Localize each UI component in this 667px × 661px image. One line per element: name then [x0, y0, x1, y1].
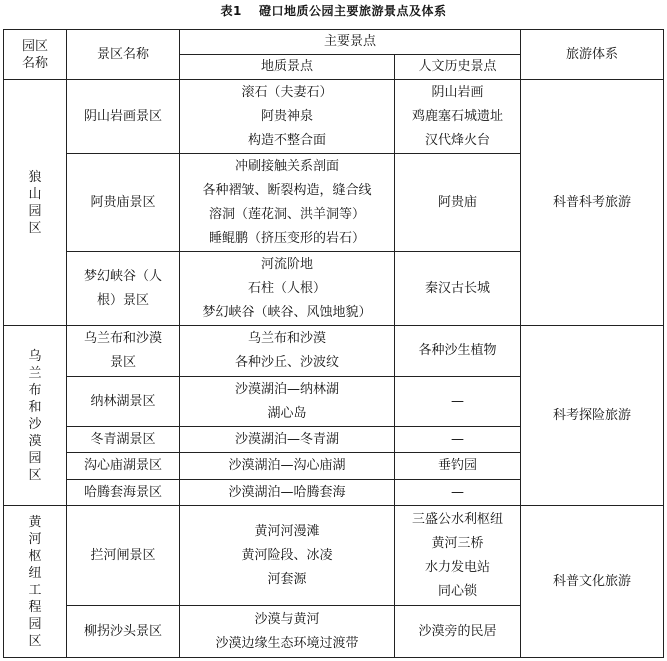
header-geo-spots: 地质景点 [180, 55, 395, 80]
cell-line: 同心锁 [438, 583, 478, 599]
header-tourism-system: 旅游体系 [521, 30, 664, 80]
park-name-char: 漠 [28, 433, 42, 449]
scenic-name [67, 506, 180, 606]
geo-spots [180, 506, 395, 606]
park-name-char: 区 [28, 467, 42, 483]
culture-spots [395, 326, 521, 377]
cell-line: 各种褶皱、断裂构造，缝合线 [202, 182, 372, 198]
cell-line: 乌兰布和沙漠 [247, 331, 326, 346]
cell-line: 鸡鹿塞石城遗址 [412, 108, 504, 124]
culture-spots [395, 80, 521, 154]
culture-spots [395, 480, 521, 506]
park-name-char: 兰 [28, 365, 42, 381]
park-name-char: 区 [28, 220, 42, 236]
cell-line: 梦幻峡谷（人 [83, 268, 162, 284]
geo-spots [180, 453, 395, 480]
tourism-system: 科普文化旅游 [521, 506, 664, 658]
park-name-char: 区 [28, 633, 42, 649]
park-name-char: 乌 [28, 348, 42, 364]
cell-line: 沙漠旁的民居 [418, 623, 497, 639]
header-scenic-name: 景区名称 [67, 30, 180, 80]
cell-line: 阿贵神泉 [260, 108, 313, 124]
park-name-char: 工 [28, 582, 42, 598]
cell-line: 黄河险段、冰凌 [241, 547, 333, 563]
scenic-name [67, 326, 180, 377]
cell-line: — [451, 484, 464, 500]
scenic-spots-table [3, 29, 664, 658]
cell-line: 各种沙丘、沙波纹 [234, 355, 339, 370]
cell-line: 沙漠与黄河 [254, 611, 320, 627]
geo-spots [180, 80, 395, 154]
park-name-char: 黄 [28, 514, 42, 530]
park-name-char: 山 [28, 186, 42, 202]
cell-line: — [451, 431, 464, 447]
geo-spots [180, 606, 395, 658]
cell-line: 冲刷接触关系剖面 [234, 158, 339, 174]
park-name-char: 程 [28, 599, 42, 615]
cell-line: 沙漠湖泊—沟心庙湖 [228, 458, 346, 473]
table-title: 表1 磴口地质公园主要旅游景点及体系 [220, 4, 447, 18]
geo-spots [180, 480, 395, 506]
cell-line: 汉代烽火台 [425, 132, 491, 148]
cell-line: 乌兰布和沙漠 [83, 331, 162, 346]
park-name-char: 园 [28, 203, 42, 219]
cell-line: 湖心岛 [267, 405, 307, 421]
cell-line: 哈腾套海景区 [83, 484, 162, 500]
cell-line: 梦幻峡谷（峡谷、风蚀地貌） [202, 304, 372, 320]
cell-line: 各种沙生植物 [418, 343, 497, 358]
culture-spots [395, 453, 521, 480]
cell-line: 河套源 [267, 571, 307, 587]
header-park-name: 园区 名称 [4, 30, 67, 80]
table-row [4, 326, 664, 377]
scenic-name [67, 606, 180, 658]
cell-line: 沙漠湖泊—冬青湖 [234, 431, 339, 447]
cell-line: 沙漠边缘生态环境过渡带 [215, 635, 359, 651]
park-name-char: 布 [28, 382, 42, 398]
cell-line: 景区 [109, 355, 136, 370]
cell-line: 垂钓园 [438, 458, 478, 473]
geo-spots [180, 326, 395, 377]
geo-spots [180, 427, 395, 453]
cell-line: 石柱（人根） [247, 280, 326, 296]
park-name-char: 狼 [28, 169, 42, 185]
cell-line: 水力发电站 [425, 559, 491, 575]
culture-spots [395, 377, 521, 427]
cell-line: 沟心庙湖景区 [83, 458, 162, 473]
park-name-char: 和 [28, 399, 42, 415]
cell-line: 沙漠湖泊—纳林湖 [234, 381, 339, 397]
tourism-system: 科考探险旅游 [521, 326, 664, 506]
cell-line: 根）景区 [96, 292, 149, 308]
scenic-name [67, 252, 180, 326]
scenic-name [67, 80, 180, 154]
cell-line: 黄河河漫滩 [254, 523, 320, 539]
cell-line: 纳林湖景区 [90, 393, 156, 409]
cell-line: 秦汉古长城 [425, 280, 491, 296]
table-row [4, 506, 664, 606]
culture-spots [395, 154, 521, 252]
cell-line: 滚石（夫妻石） [241, 84, 333, 100]
culture-spots [395, 252, 521, 326]
cell-line: 构造不整合面 [247, 132, 326, 148]
park-name-char: 园 [28, 616, 42, 632]
cell-line: 黄河三桥 [431, 535, 484, 551]
cell-line: 河流阶地 [260, 256, 313, 272]
cell-line: 阿贵庙景区 [90, 194, 156, 210]
tourism-system: 科普科考旅游 [521, 80, 664, 326]
cell-line: 冬青湖景区 [90, 431, 156, 447]
scenic-name [67, 154, 180, 252]
header-main-spots: 主要景点 [180, 30, 521, 55]
scenic-name [67, 427, 180, 453]
scenic-name [67, 480, 180, 506]
cell-line: — [451, 393, 464, 409]
cell-line: 沙漠湖泊—哈腾套海 [228, 484, 346, 500]
culture-spots [395, 506, 521, 606]
park-name-char: 园 [28, 450, 42, 466]
park-name [4, 506, 67, 658]
park-name-char: 沙 [28, 416, 42, 432]
park-name-char: 纽 [28, 565, 42, 581]
cell-line: 阴山岩画景区 [83, 108, 162, 124]
cell-line: 拦河闸景区 [90, 547, 156, 563]
cell-line: 柳拐沙头景区 [83, 623, 162, 639]
culture-spots [395, 427, 521, 453]
geo-spots [180, 377, 395, 427]
geo-spots [180, 252, 395, 326]
park-name-char: 枢 [28, 548, 42, 564]
cell-line: 睡鲲鹏（挤压变形的岩石） [208, 230, 365, 246]
header-culture-spots: 人文历史景点 [395, 55, 521, 80]
cell-line: 阿贵庙 [438, 194, 478, 210]
park-name [4, 326, 67, 506]
scenic-name [67, 453, 180, 480]
cell-line: 溶洞（莲花洞、洪羊洞等） [208, 206, 365, 222]
scenic-name [67, 377, 180, 427]
table-row [4, 80, 664, 154]
culture-spots [395, 606, 521, 658]
cell-line: 阴山岩画 [431, 84, 484, 100]
geo-spots [180, 154, 395, 252]
park-name-char: 河 [28, 531, 42, 547]
cell-line: 三盛公水利枢纽 [412, 511, 504, 527]
park-name [4, 80, 67, 326]
